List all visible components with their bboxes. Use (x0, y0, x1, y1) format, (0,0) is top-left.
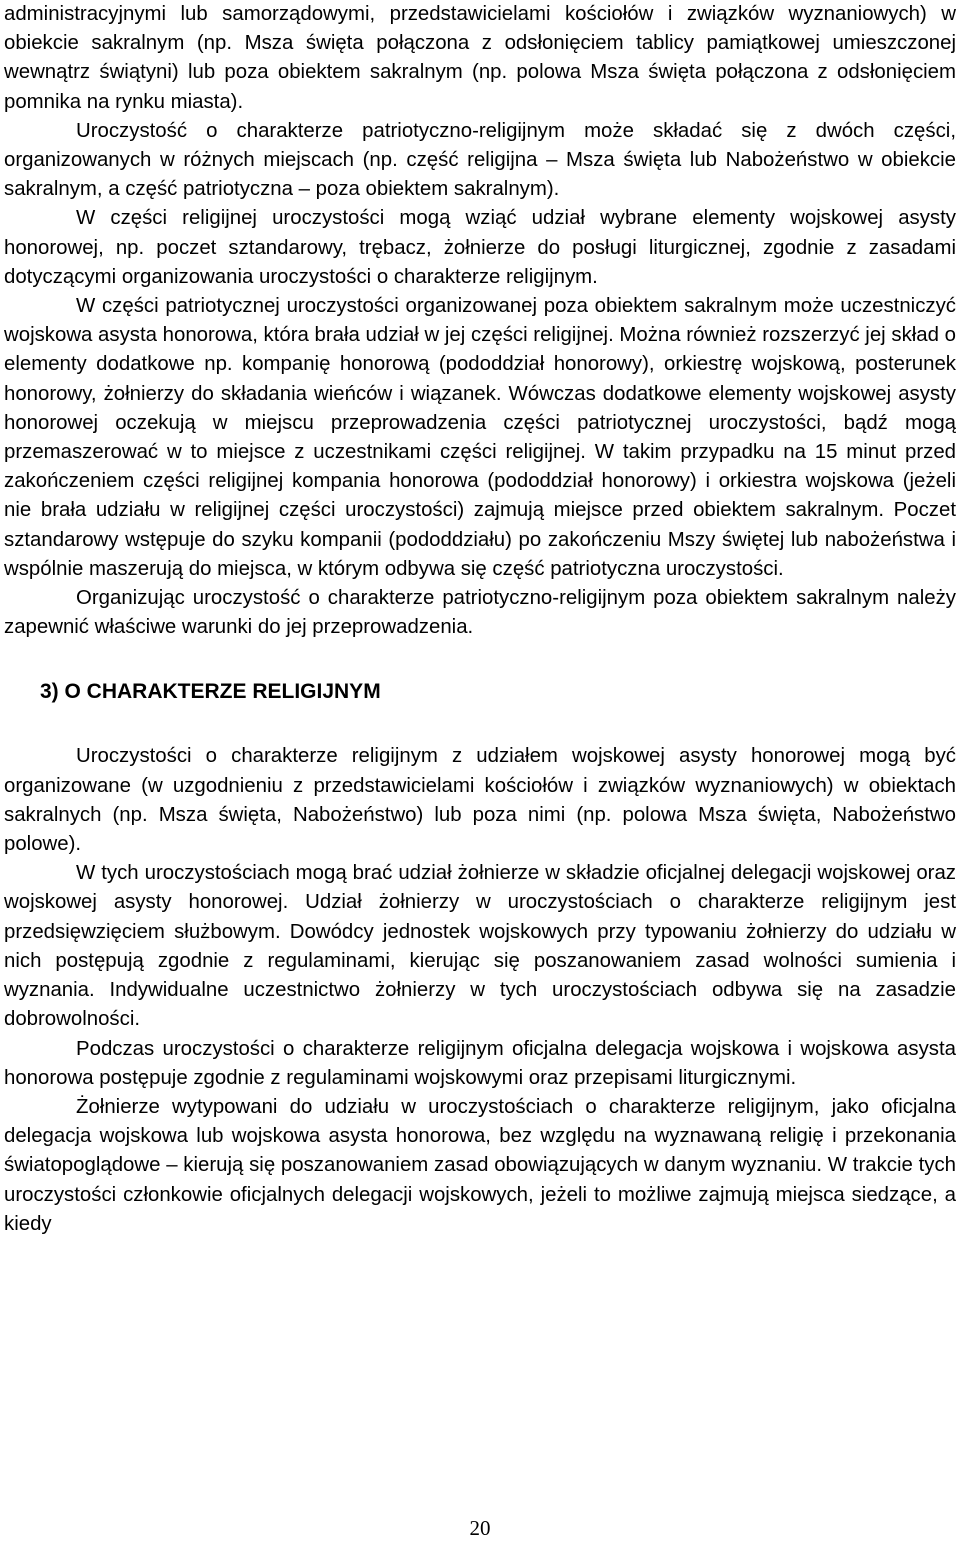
paragraph: Uroczystość o charakterze patriotyczno-religijnym może składać się z dwóch części, organizowanych w różnych miejscach (np. część religijna – Msza święta lub Nabożeństwo w obiekcie sakralnym, a część patriotyczna – poza obiektem sakralnym). (4, 119, 956, 201)
document-page (4, 0, 956, 1239)
paragraph: Organizując uroczystość o charakterze patriotyczno-religijnym poza obiektem sakralnym należy zapewnić właściwe warunki do jej przeprowadzenia. (4, 587, 956, 639)
paragraph: W części religijnej uroczystości mogą wziąć udział wybrane elementy wojskowej asysty honorowej, np. poczet sztandarowy, trębacz, żołnierze do posługi liturgicznej, zgodnie z zasadami dotyczącymi organizowania uroczystości o charakterze religijnym. (4, 207, 956, 288)
paragraph: Uroczystości o charakterze religijnym z udziałem wojskowej asysty honorowej mogą być organizowane (w uzgodnieniu z przedstawicielami kościołów i związków wyznaniowych) w obiektach sakralnych (np. Msza święta, Nabożeństwo) lub poza nimi (np. polowa Msza święta, Nabożeństwo polowe). (4, 745, 956, 856)
paragraph-continuation: administracyjnymi lub samorządowymi, przedstawicielami kościołów i związków wyznaniowych) w obiekcie sakralnym (np. Msza święta połączona z odsłonięciem tablicy pamiątkowej umieszczonej wewnątrz świątyni) lub poza obiektem sakralnym (np. polowa Msza święta połączona z odsłonięciem pomnika na rynku miasta). (4, 3, 956, 113)
paragraph: W części patriotycznej uroczystości organizowanej poza obiektem sakralnym może uczestniczyć wojskowa asysta honorowa, która brała udział w jej części religijnej. Można również rozszerzyć jej skład o elementy dodatkowe np. kompanię honorową (pododdział honorowy), orkiestrę wojskową, posterunek honorowy, żołnierzy do składania wieńców i wiązanek. Wówczas dodatkowe elementy wojskowej asysty honorowej oczekują w miejscu przeprowadzenia części patriotycznej uroczystości, bądź mogą przemaszerować w to miejsce z uczestnikami części religijnej. W takim przypadku na 15 minut przed zakończeniem części religijnej kompania honorowa (pododdział honorowy) i orkiestra wojskowa (jeżeli nie brała udziału w religijnej części uroczystości) zajmują miejsce przed obiektem sakralnym. Poczet sztandarowy wstępuje do szyku kompanii (pododdziału) po zakończeniu Mszy świętej lub nabożeństwa i wspólnie maszerują do miejsca, w którym odbywa się część patriotyczna uroczystości. (4, 295, 956, 580)
paragraph: Podczas uroczystości o charakterze religijnym oficjalna delegacja wojskowa i wojskowa asysta honorowa postępuje zgodnie z regulaminami wojskowymi oraz przepisami liturgicznymi. (4, 1037, 956, 1089)
paragraph: Żołnierze wytypowani do udziału w uroczystościach o charakterze religijnym, jako oficjalna delegacja wojskowa lub wojskowa asysta honorowa, bez względu na wyznawaną religię i przekonania światopoglądowe – kierują się poszanowaniem zasad obowiązujących w danym wyznaniu. W trakcie tych uroczystości członkowie oficjalnych delegacji wojskowych, jeżeli to możliwe zajmują miejsca siedzące, a kiedy (4, 1095, 956, 1235)
paragraph: W tych uroczystościach mogą brać udział żołnierze w składzie oficjalnej delegacji wojskowej oraz wojskowej asysty honorowej. Udział żołnierzy w uroczystościach o charakterze religijnym jest przedsięwzięciem służbowym. Dowódcy jednostek wojskowych przy typowaniu żołnierzy do udziału w nich postępują zgodnie z regulaminami, kierując się poszanowaniem zasad wolności sumienia i wyznania. Indywidualne uczestnictwo żołnierzy w tych uroczystościach odbywa się na zasadzie dobrowolności. (4, 862, 956, 1031)
page-number: 20 (469, 1516, 491, 1540)
section-heading: 3) O CHARAKTERZE RELIGIJNYM (40, 680, 381, 704)
